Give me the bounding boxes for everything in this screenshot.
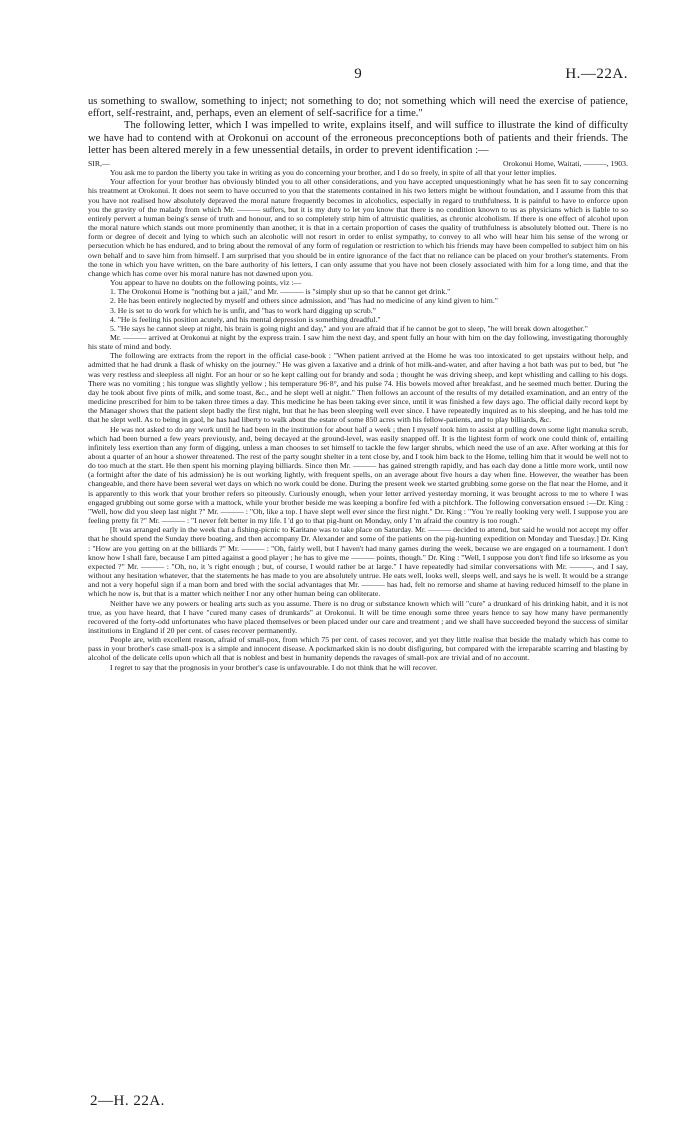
salutation: SIR,— bbox=[88, 159, 110, 169]
list-item: 1. The Orokonui Home is "nothing but a jail," and Mr. ——— is "simply shut up so that he cannot get drink." bbox=[110, 287, 451, 297]
page-header bbox=[88, 66, 628, 86]
document-reference: H.—22A. bbox=[565, 66, 628, 82]
letter-paragraph: People are, with excellent reason, afraid of small-pox, from which 75 per cent. of cases recover, and yet they little realise that beside the malady which has come to pass in your brother's case small-pox is a simple and innocent disease. A pockmarked skin is no doubt disfiguring, but compared with the irreparable scarring and blasting by alcohol of the delicate cells upon which all that is noblest and best in humanity depends the ravages of small-pox are trivial and of no account. bbox=[88, 635, 628, 663]
points-list bbox=[88, 287, 628, 333]
letter-paragraph: Your affection for your brother has obviously blinded you to all other considerations, and you have accepted unquestioningly what he has seen fit to say concerning his treatment at Orokonui. It does not seem to have occurred to you that the statements contained in his two letters might be without foundation, and I assume from this that you have not realised how absolutely depraved the moral nature frequently becomes in alcoholics, especially in regard to truthfulness. It is painful to have to enforce upon you the gravity of the malady from which Mr. ——— suffers, but it is my duty to let you know that there is no condition known to us as physicians which is liable to so entirely pervert a human being's sense of truth and honour, and to so completely strip him of altruistic qualities, as chronic alcoholism. If there is one effect of alcohol upon the moral nature which stands out more prominently than another, it is that in a certain proportion of cases the quality of truthfulness is absolutely blotted out. There is no form or degree of deceit and lying to which such an alcoholic will not resort in order to enlist sympathy, to convey to all who will hear him his sense of the wrong or persecution which he has endured, and to bring about the removal of any form of regulation or restriction to which his friends may have been compelled to subject him on his own behalf and to save him from himself. I am surprised that you should be in entire ignorance of the fact that no reliance can be placed on your brother's statements. From the tone in which you have written, on the bare authority of his letters, I can only assume that you have not been closely associated with him for a long time, and that the change which has come over his moral nature has not dawned upon you. bbox=[88, 177, 628, 278]
letter-paragraph: He was not asked to do any work until he had been in the institution for about half a week ; then I myself took him to assist at pulling down some light manuka scrub, which had been burned a few years previously, and, being decayed at the ground-level, was easily snapped off. It is the lightest form of work one could think of, entailing infinitely less exertion than any form of digging, unless a man chooses to set himself to tackle the few larger shrubs, which need the use of an axe. After working at this for about a quarter of an hour a shower threatened. The rest of the party sought shelter in a tent close by, and I took him back to the Home, telling him that it would be well not to do too much at the start. He then spent his morning playing billiards. Since then Mr. ——— has gained strength rapidly, and has each day done a little more work, until now (a fortnight after the date of his admission) he is out working lightly, with frequent spells, on an average about five hours a day when fine. However, the weather has been changeable, and there have been several wet days on which no work could be done. During the present week we started grubbing some gorse on the flat near the Home, and it is apparently to this work that your brother refers so piteously. Curiously enough, when your letter arrived yesterday morning, it was brought across to me to where I was engaged grubbing out some gorse with a mattock, while your brother beside me was keeping a bonfire fed with a pitchfork. The following conversation ensued :—Dr. King : "Well, how did you sleep last night ?" Mr. ——— : "Oh, like a top. I have slept well ever since the first night." Dr. King : "You 're really looking very well. I suppose you are feeling pretty fit ?" Mr. ——— : "I never felt better in my life. I 'd go to that pig-hunt on Monday, only I 'm afraid the country is too rough." bbox=[88, 424, 628, 526]
letter-paragraph: I regret to say that the prognosis in your brother's case is unfavourable. I do not think that he will recover. bbox=[110, 662, 438, 672]
list-item: 5. "He says he cannot sleep at night, his brain is going night and day," and you are afraid that if he cannot be got to sleep, "he will break down altogether." bbox=[110, 323, 588, 333]
letter-paragraph: You ask me to pardon the liberty you take in writing as you do concerning your brother, and I do so freely, in spite of all that your letter implies. bbox=[110, 168, 557, 178]
signature-mark: 2—H. 22A. bbox=[90, 1093, 165, 1109]
letter-paragraph: The following are extracts from the report in the official case-book : "When patient arrived at the Home he was too intoxicated to get upstairs without help, and admitted that he had drunk a flask of whisky on the journey." He was given a laxative and a drink of hot milk-and-water, and after having a hot bath was put to bed, but "he was very restless and sleepless all night. For an hour or so he kept calling out for brandy and soda ; thought he was driving sheep, and kept whistling and calling to his dogs. There was no vomiting ; his tongue was slightly yellow ; his temperature 96·8°, and his pulse 74. His bowels moved after breakfast, and he seemed much better. During the day he took about five pints of milk, and some toast, &c., and he slept well at night." Then follows an account of the results of my detailed examination, and an entry of the medicine prescribed for him to be taken three times a day. This medicine he has been taking ever since, until it was finished a few days ago. The official daily record kept by the Manager shows that the patient slept badly the first night, but that he has been sleeping well ever since. I have repeatedly inquired as to his sleeping, and he has told me that he slept well. As to being in gaol, he has had liberty to walk about the estate of some 850 acres with his fellow-patients, and to play billiards, &c. bbox=[88, 351, 628, 425]
list-item: 3. He is set to do work for which he is unfit, and "has to work hard digging up scrub." bbox=[110, 305, 376, 315]
letter-paragraph: You appear to have no doubts on the following points, viz :— bbox=[110, 278, 302, 288]
letter bbox=[88, 159, 628, 672]
letter-paragraph: Mr. ——— arrived at Orokonui at night by the express train. I saw him the next day, and spent fully an hour with him on the day following, investigating thoroughly his state of mind and body. bbox=[88, 332, 628, 352]
page-body bbox=[88, 96, 628, 672]
list-item: 2. He has been entirely neglected by myself and others since admission, and "has had no medicine of any kind given to him." bbox=[110, 296, 498, 306]
letter-paragraph: [It was arranged early in the week that a fishing-picnic to Karitane was to take place on Saturday. Mr. ——— decided to attend, but said he would not accept my offer that he should spend the Sunday there boating, and then accompany Dr. Alexander and some of the patients on the pig-hunting expedition on Monday and Tuesday.] Dr. King : "How are you getting on at the billiards ?" Mr. ——— : "Oh, fairly well, but I haven't had many games during the week, because we are engaged on a tournament. I don't know how I shall fare, because I am pitted against a good player ; he has to give me ——— points, though." Dr. King : "Well, I suppose you don't find life so irksome as you expected ?" Mr. ——— : "Oh, no, it 's right enough ; but, of course, I would rather be at large." I have repeatedly had similar conversations with Mr. ———, and I say, without any hesitation whatever, that the statements he has made to you are absolutely untrue. He eats well, looks well, sleeps well, and says he is well. It would be a strange and not a very hopeful sign if a man born and bred with the social advantages that Mr. ——— has had, felt no remorse and shame at having reduced himself to the plane in which he now is, but that is a matter which neither I nor any other human being can obliterate. bbox=[88, 525, 628, 599]
letter-heading bbox=[88, 159, 628, 168]
intro-paragraph: The following letter, which I was impelled to write, explains itself, and will suffice to illustrate the kind of difficulty we have had to contend with at Orokonui on account of the erroneous preconceptions both of patients and their friends. The letter has been altered merely in a few unessential details, in order to prevent identification :— bbox=[88, 120, 628, 156]
letter-paragraph: Neither have we any powers or healing arts such as you assume. There is no drug or substance known which will "cure" a drunkard of his drinking habit, and it is not true, as you have heard, that I have "cured many cases of drunkards" at Orokonui. It will be time enough some three years hence to say how many have permanently recovered of the forty-odd unfortunates who have placed themselves or been placed under our care and treatment ; and we shall have succeeded beyond the success of similar institutions in England if 20 per cent. of cases recover permanently. bbox=[88, 598, 628, 635]
dateline: Orokonui Home, Waitati, ———, 1903. bbox=[503, 159, 628, 169]
page-number: 9 bbox=[354, 66, 362, 82]
opening-paragraph: us something to swallow, something to inject; not something to do; not something which will need the exercise of patience, effort, self-restraint, and, perhaps, even an element of self-sacrifice for a time." bbox=[88, 96, 628, 120]
list-item: 4. "He is feeling his position acutely, and his mental depression is something dreadful." bbox=[110, 314, 381, 324]
